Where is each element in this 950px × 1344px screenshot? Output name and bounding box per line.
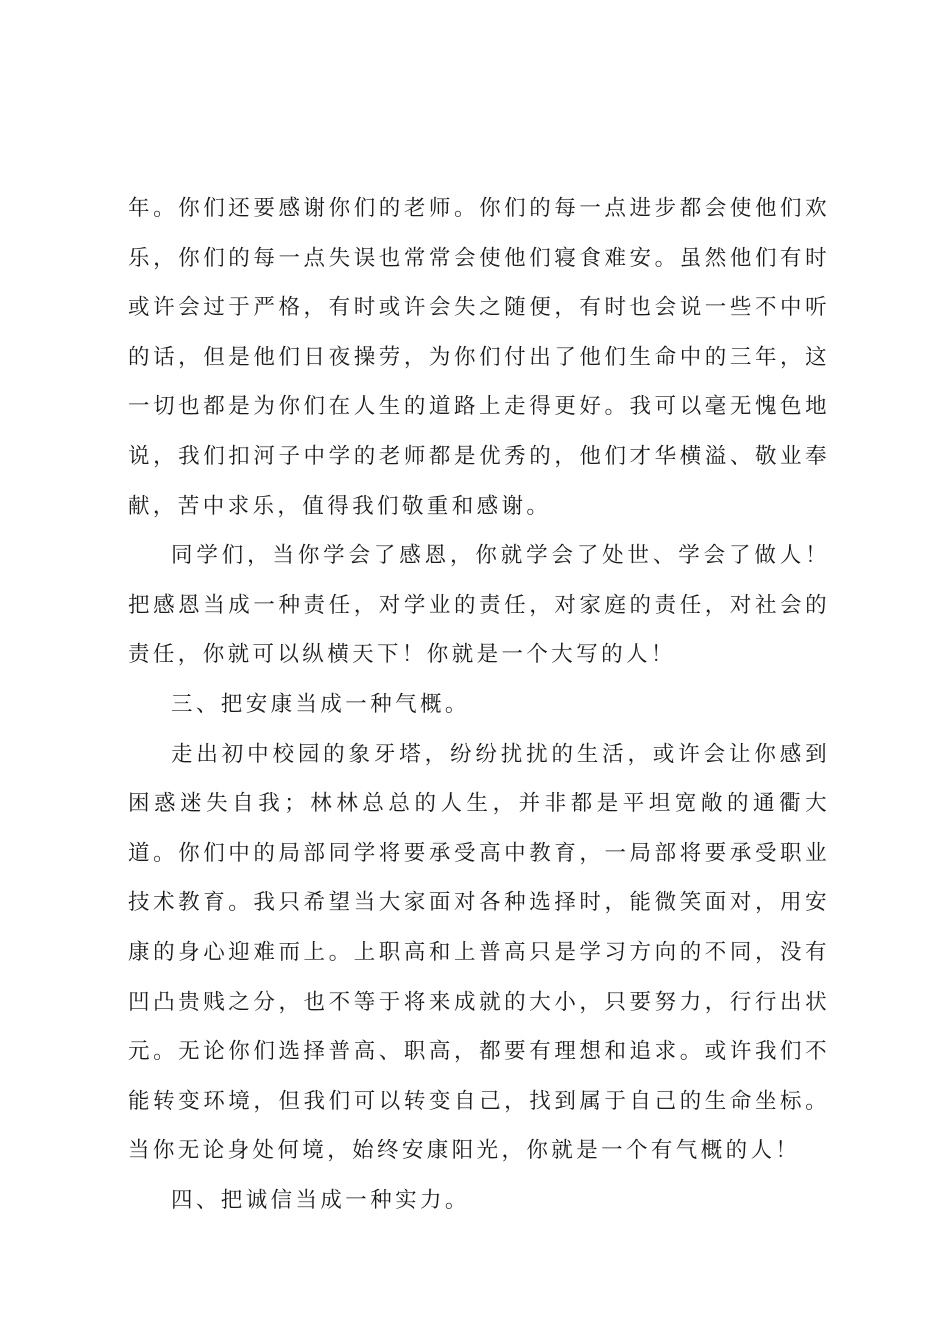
paragraph-thanks-teachers: 年。你们还要感谢你们的老师。你们的每一点进步都会使他们欢乐，你们的每一点失误也常常会使他们寝食难安。虽然他们有时或许会过于严格，有时或许会失之随便，有时也会说一些不中听的话，但是他们日夜操劳，为你们付出了他们生命中的三年，这一切也都是为你们在人生的道路上走得更好。我可以毫无愧色地说，我们扣河子中学的老师都是优秀的，他们才华横溢、敬业奉献，苦中求乐，值得我们敬重和感谢。 (128, 196, 830, 519)
paragraph-gratitude: 同学们，当你学会了感恩，你就学会了处世、学会了做人！把感恩当成一种责任，对学业的责任，对家庭的责任，对社会的责任，你就可以纵横天下！你就是一个大写的人！ (128, 543, 830, 668)
body-text (128, 184, 830, 1225)
paragraph-health: 走出初中校园的象牙塔，纷纷扰扰的生活，或许会让你感到困惑迷失自我；林林总总的人生，并非都是平坦宽敞的通衢大道。你们中的局部同学将要承受高中教育，一局部将要承受职业技术教育。我只希望当大家面对各种选择时，能微笑面对，用安康的身心迎难而上。上职高和上普高只是学习方向的不同，没有凹凸贵贱之分，也不等于将来成就的大小，只要努力，行行出状元。无论你们选择普高、职高，都要有理想和追求。或许我们不能转变环境，但我们可以转变自己，找到属于自己的生命坐标。当你无论身处何境，始终安康阳光，你就是一个有气概的人！ (128, 741, 830, 1164)
section-heading-integrity: 四、把诚信当成一种实力。 (171, 1187, 470, 1213)
section-heading-health: 三、把安康当成一种气概。 (171, 691, 470, 717)
